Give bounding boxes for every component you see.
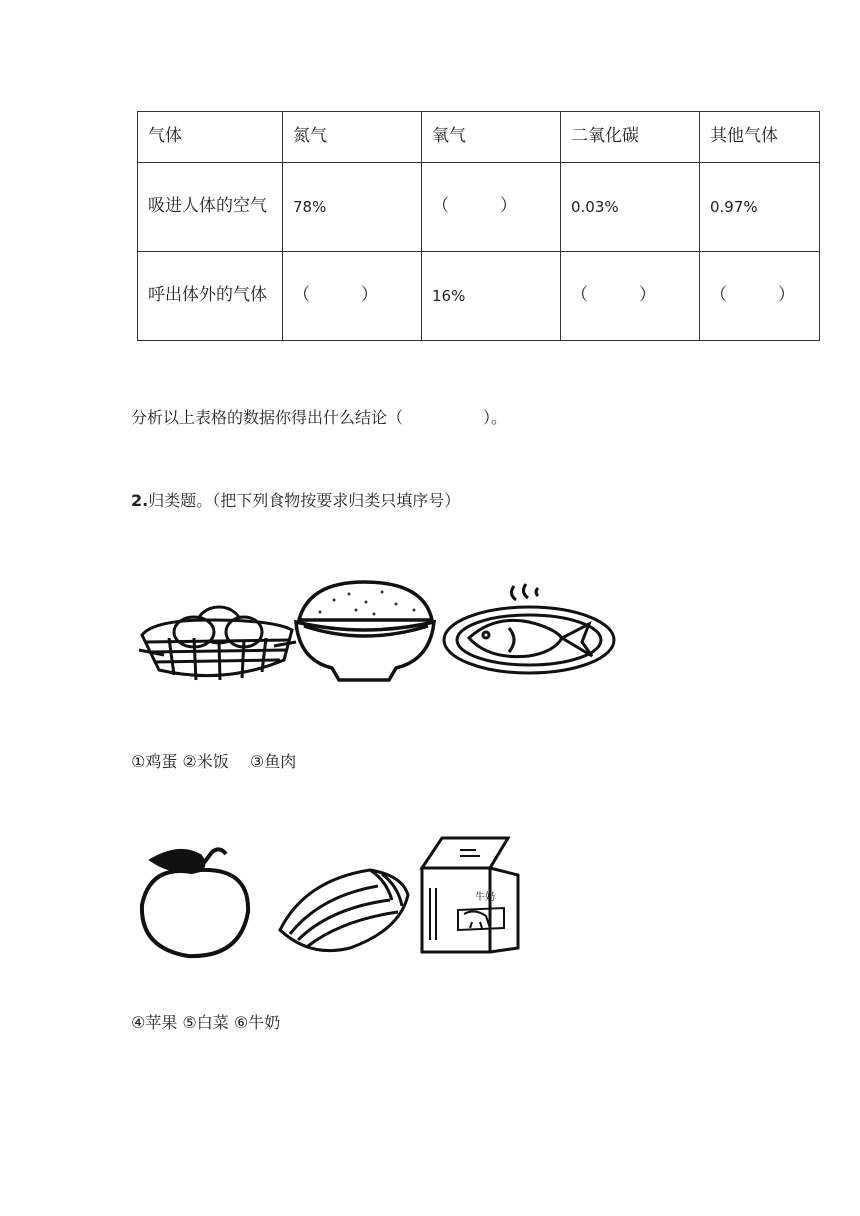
answer-blank[interactable]: （ ）	[700, 252, 820, 341]
cabbage-icon	[280, 870, 408, 951]
header-cell: 氧气	[422, 112, 561, 163]
row-label: 呼出体外的气体	[138, 252, 283, 341]
table-header-row	[138, 112, 820, 163]
question-text: 归类题。（把下列食物按要求归类只填序号）	[148, 491, 461, 510]
question-number: 2.	[131, 491, 149, 510]
food-pictures-row-1	[134, 580, 624, 690]
table-cell: 0.97%	[700, 163, 820, 252]
food-group-1-caption: ①鸡蛋 ②米饭 ③鱼肉	[131, 752, 297, 771]
milk-carton-label: 牛奶	[475, 892, 495, 903]
answer-blank[interactable]: （ ）	[283, 252, 422, 341]
header-cell: 气体	[138, 112, 283, 163]
gas-composition-table	[137, 111, 820, 341]
food-pictures-row-2	[130, 830, 530, 965]
table-cell: 16%	[422, 252, 561, 341]
fish-plate-icon	[444, 584, 614, 673]
table-row	[138, 252, 820, 341]
answer-blank[interactable]: （ ）	[561, 252, 700, 341]
answer-blank[interactable]: （ ）	[422, 163, 561, 252]
rice-bowl-icon	[296, 582, 434, 680]
egg-basket-icon	[139, 607, 296, 680]
header-cell: 氮气	[283, 112, 422, 163]
table-cell: 0.03%	[561, 163, 700, 252]
food-group-2-caption: ④苹果 ⑤白菜 ⑥牛奶	[131, 1013, 281, 1032]
table-row	[138, 163, 820, 252]
apple-icon	[142, 849, 248, 956]
header-cell: 其他气体	[700, 112, 820, 163]
conclusion-question: 分析以上表格的数据你得出什么结论（ ）。	[131, 408, 508, 427]
milk-carton-icon	[422, 838, 518, 952]
row-label: 吸进人体的空气	[138, 163, 283, 252]
table-cell: 78%	[283, 163, 422, 252]
header-cell: 二氧化碳	[561, 112, 700, 163]
question-2-prompt	[131, 488, 460, 511]
